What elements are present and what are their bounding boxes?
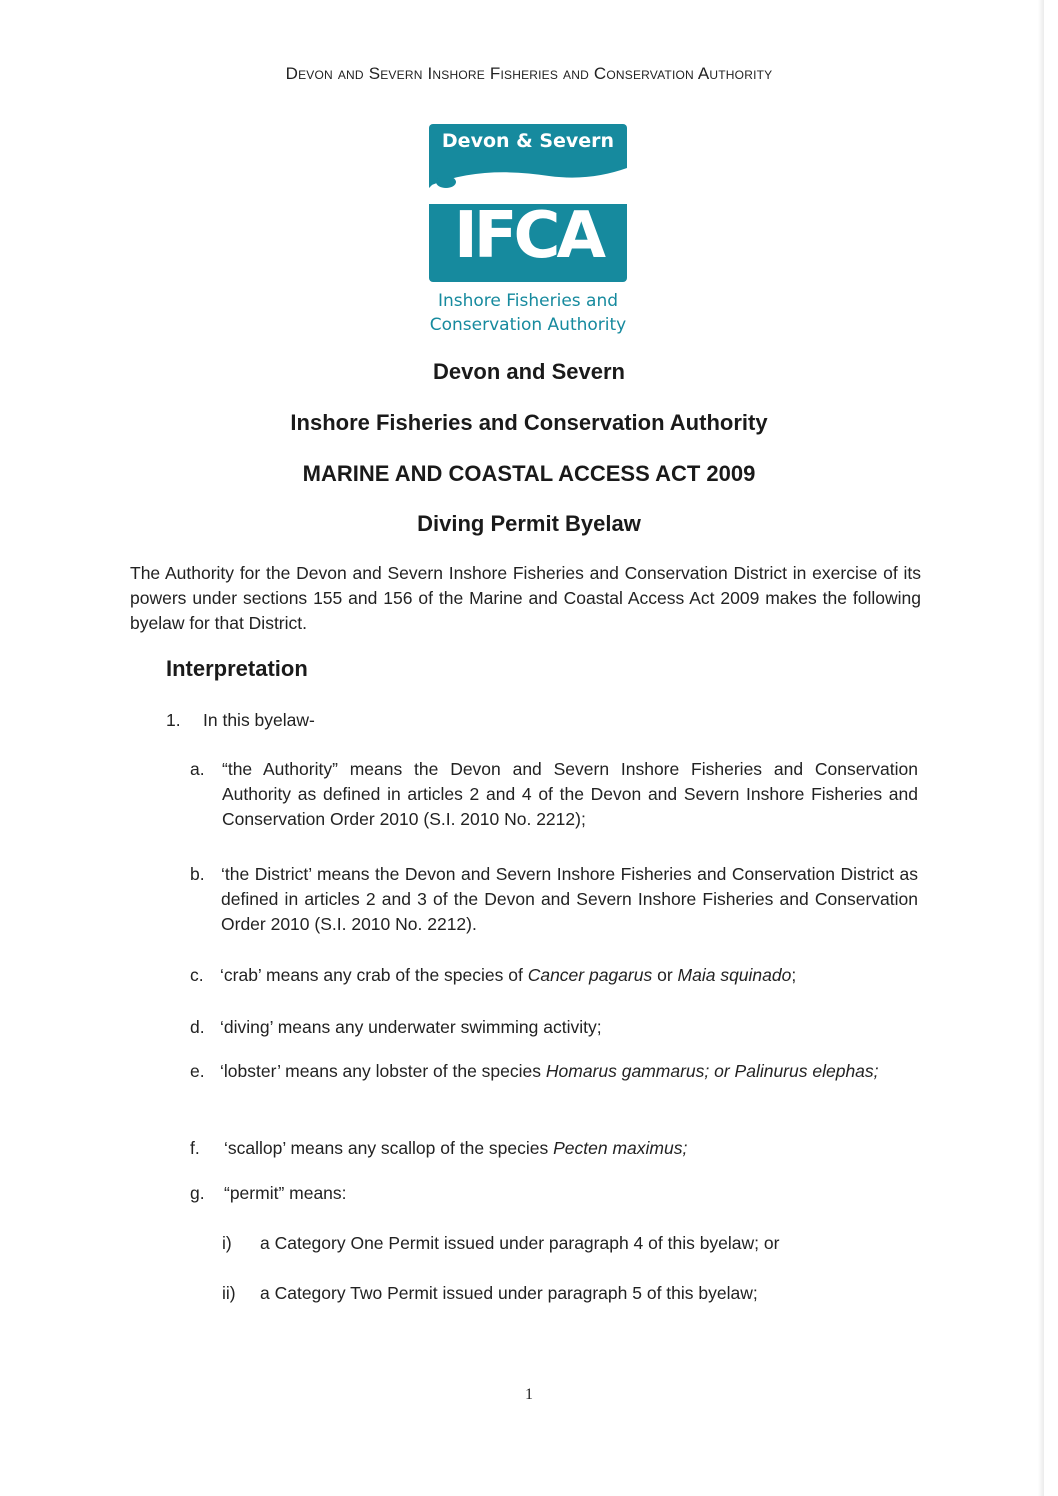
intro-paragraph: The Authority for the Devon and Severn Inshore Fisheries and Conservation District in exercise of its powers under sections 155 and 156 of the Marine and Coastal Access Act 2009 makes the following byelaw for that District.	[130, 563, 921, 633]
definition-d-label: d.	[190, 1017, 205, 1037]
definition-e-pre: ‘lobster’ means any lobster of the species	[220, 1061, 546, 1081]
definition-e-label: e.	[190, 1061, 205, 1081]
page-edge-shadow	[1038, 0, 1044, 1496]
definition-f-pre: ‘scallop’ means any scallop of the species	[224, 1138, 554, 1158]
definition-c-text	[220, 963, 918, 988]
sub-item-ii-label: ii)	[222, 1283, 236, 1303]
logo-subtitle-line2: Conservation Authority	[429, 315, 627, 335]
definition-f-label: f.	[190, 1138, 200, 1158]
definition-c-species-1: Cancer pagarus	[527, 965, 653, 985]
title-line-2: Inshore Fisheries and Conservation Authority	[290, 410, 768, 435]
logo-badge	[429, 124, 627, 282]
sub-item-ii-text: a Category Two Permit issued under paragraph 5 of this byelaw;	[260, 1283, 758, 1303]
title-line-4: Diving Permit Byelaw	[417, 511, 641, 536]
definition-f-text	[224, 1136, 918, 1161]
definition-f-species: Pecten maximus;	[553, 1138, 688, 1158]
organisation-header: Devon and Severn Inshore Fisheries and Conservation Authority	[285, 64, 773, 83]
definition-c-pre: ‘crab’ means any crab of the species of	[220, 965, 528, 985]
definition-a-text: “the Authority” means the Devon and Severn Inshore Fisheries and Conservation Authority as defined in articles 2 and 4 of the Devon and Severn Inshore Fisheries and Conservation Order 2010 (S.I. 2010 No. 2212);	[222, 759, 918, 829]
definition-e-species: Homarus gammarus; or Palinurus elephas;	[545, 1061, 879, 1081]
logo-main-text: IFCA	[453, 199, 603, 273]
clause-1-label: 1.	[166, 710, 181, 730]
title-line-1: Devon and Severn	[433, 359, 625, 384]
definition-c-species-2: Maia squinado	[677, 965, 792, 985]
definition-b-label: b.	[190, 864, 205, 884]
title-line-3: MARINE AND COASTAL ACCESS ACT 2009	[302, 461, 756, 486]
logo-subtitle	[409, 289, 647, 337]
page-number: 1	[525, 1386, 533, 1403]
sub-item-i-label: i)	[222, 1233, 232, 1253]
logo-top-text: Devon & Severn	[441, 130, 615, 152]
definition-e-text	[220, 1059, 918, 1084]
definition-b-text: ‘the District’ means the Devon and Severn Inshore Fisheries and Conservation District as defined in articles 2 and 3 of the Devon and Severn Inshore Fisheries and Conservation Order 2010 (S.I. 2010 No. 2212).	[221, 864, 918, 934]
definition-g-label: g.	[190, 1183, 205, 1203]
ifca-logo	[429, 124, 627, 336]
definition-a-label: a.	[190, 759, 205, 779]
definition-c-mid: or	[652, 965, 678, 985]
definition-g-text: “permit” means:	[224, 1183, 347, 1203]
sub-item-i-text: a Category One Permit issued under paragraph 4 of this byelaw; or	[260, 1233, 780, 1253]
section-heading: Interpretation	[166, 656, 308, 681]
definition-c-label: c.	[190, 965, 204, 985]
logo-subtitle-line1: Inshore Fisheries and	[437, 291, 619, 311]
clause-1-text: In this byelaw-	[203, 710, 315, 730]
definition-c-post: ;	[791, 965, 797, 985]
definition-d-text: ‘diving’ means any underwater swimming activity;	[220, 1017, 602, 1037]
